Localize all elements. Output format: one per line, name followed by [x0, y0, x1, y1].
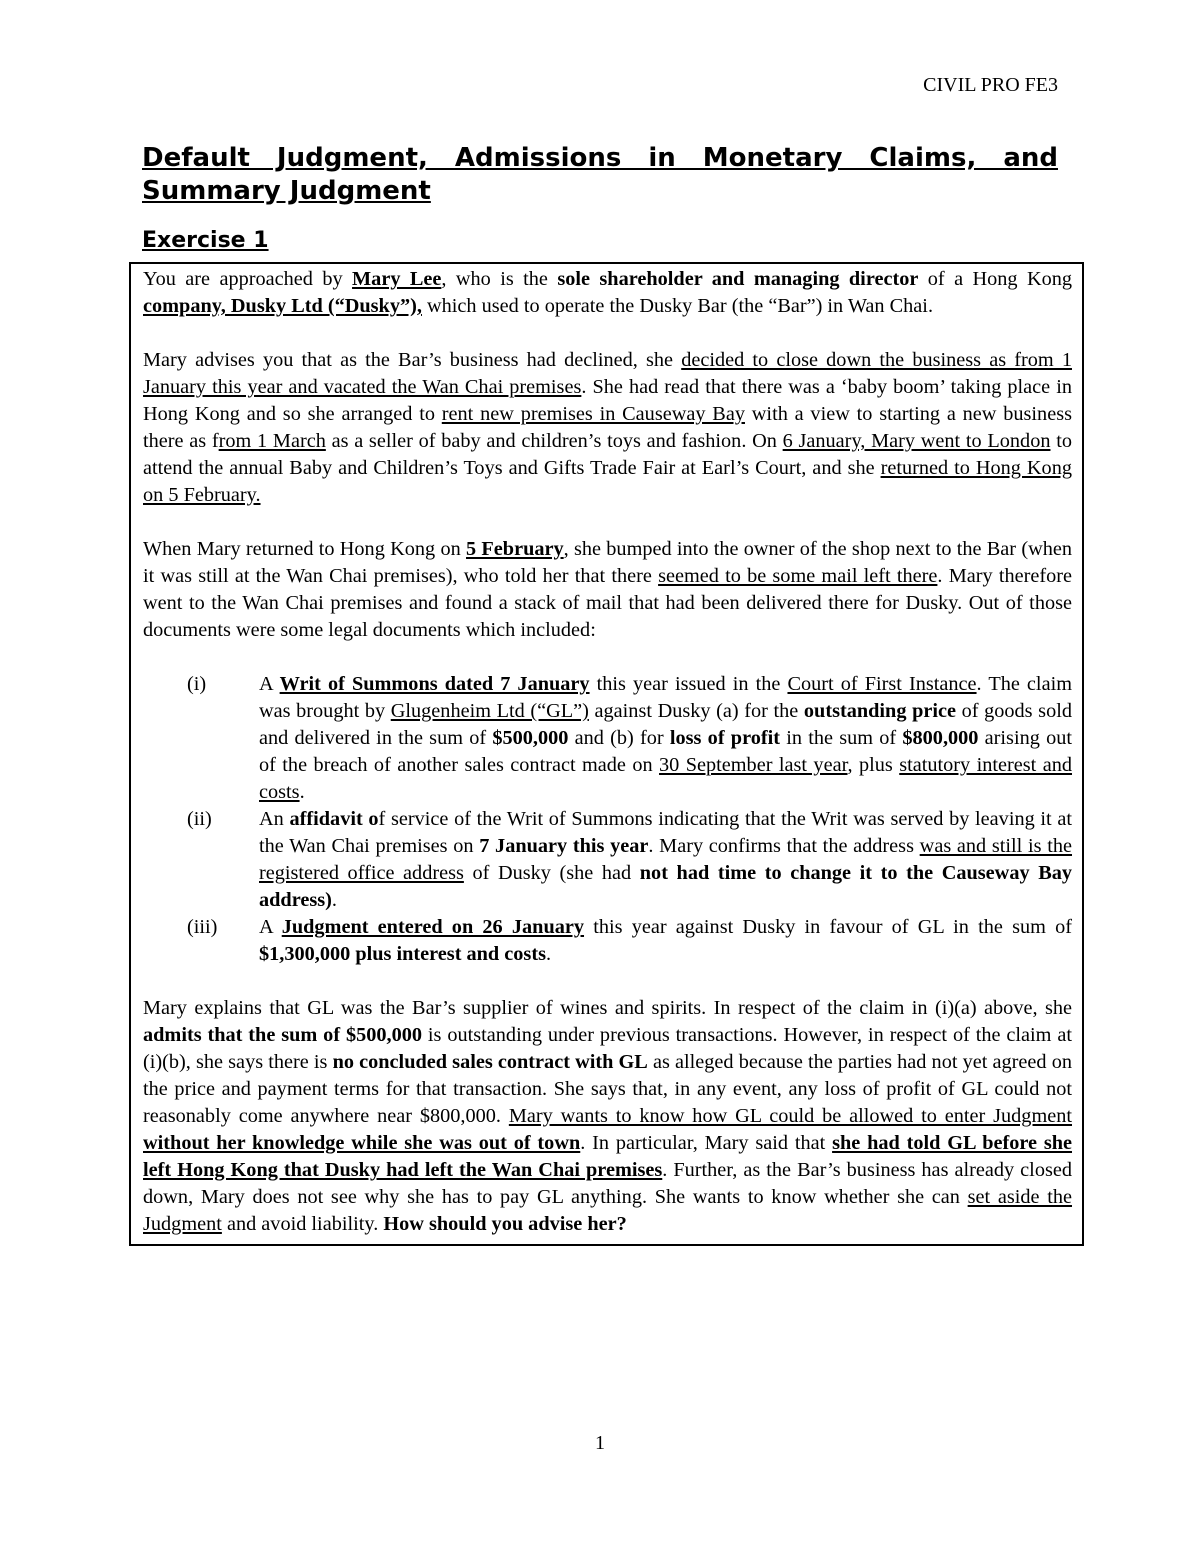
bold-text: 7 January this year [479, 835, 649, 857]
list-item [143, 671, 1072, 806]
text: and (b) for [568, 727, 670, 749]
text: , she bumped into the owner of the shop next to the Bar (when it was still at the Wan Chai premises), who told her that there [143, 538, 1073, 587]
text: in the sum of [780, 727, 903, 749]
text: , plus [847, 754, 900, 776]
list-item [143, 806, 1072, 914]
bold-text: no concluded sales contract with GL [332, 1051, 648, 1073]
text: . Mary confirms that the address [648, 835, 920, 857]
underlined-text: rent new premises in Causeway Bay [441, 403, 745, 425]
court-name: Court of First Instance [787, 673, 977, 695]
text: A [259, 673, 280, 695]
underlined-bold-text: she had told GL before she left Hong Kong that Dusky had left the Wan Chai premises [143, 1132, 1072, 1181]
text: A [259, 916, 282, 938]
paragraph-return [143, 536, 1072, 644]
text: . Further, as the Bar’s business has already closed down, Mary does not see why she has to pay GL anything. She wants to know whether she can [143, 1159, 1072, 1208]
text: Mary explains that GL was the Bar’s supplier of wines and spirits. In respect of the claim in (i)(a) above, she [143, 997, 1072, 1019]
text: . In particular, Mary said that [580, 1132, 833, 1154]
paragraph-explanation [143, 995, 1072, 1238]
paragraph-background [143, 347, 1072, 509]
underlined-text: 6 January, Mary went to London [782, 430, 1051, 452]
text: f service of the Writ of Summons indicating that the Writ was served by leaving it at the Wan Chai premises on [259, 808, 1073, 857]
text: . [299, 781, 305, 803]
amount: $500,000 [492, 727, 569, 749]
text: this year issued in the [589, 673, 788, 695]
underlined-text: seemed to be some mail left there [658, 565, 938, 587]
underlined-text: returned to Hong Kong on 5 February. [143, 457, 1072, 506]
bold-text: not had time to change it to the Causeway Bay address) [259, 862, 1073, 911]
client-name: Mary Lee [352, 268, 442, 290]
text: When Mary returned to Hong Kong on [143, 538, 466, 560]
plaintiff-name: Glugenheim Ltd (“GL”) [390, 700, 589, 722]
exercise-heading: Exercise 1 [142, 228, 269, 253]
text: is outstanding under previous transactions. However, in respect of the claim at (i)(b), she says there is [143, 1024, 1072, 1073]
underlined-text: decided to close down the business as from 1 January this year and vacated the Wan Chai premises [143, 349, 1072, 398]
text: of goods sold and delivered in the sum of [259, 700, 1072, 749]
list-item [143, 914, 1072, 968]
text: . She had read that there was a ‘baby boom’ taking place in Hong Kong and so she arranged to [143, 376, 1072, 425]
text: . The claim was brought by [259, 673, 1072, 722]
text: with a view to starting a new business there as f [143, 403, 1072, 452]
underlined-text: set aside the Judgment [143, 1186, 1072, 1235]
text: to attend the annual Baby and Children’s Toys and Gifts Trade Fair at Earl’s Court, and she [143, 430, 1072, 479]
text: against Dusky (a) for the [588, 700, 804, 722]
amount: $1,300,000 plus interest and costs [259, 943, 546, 965]
writ-highlight: Writ of Summons dated 7 January [279, 673, 590, 695]
bold-text: admits that the sum of $500,000 [143, 1024, 423, 1046]
exercise-box [129, 262, 1084, 1246]
legal-documents-list [143, 671, 1072, 968]
header-course-code: CIVIL PRO FE3 [923, 74, 1058, 96]
amount: $800,000 [902, 727, 979, 749]
list-item-number: (i) [187, 673, 207, 695]
text: . [545, 943, 552, 965]
list-item-text [259, 806, 1072, 914]
paragraph-intro [143, 266, 1072, 320]
list-item-number: (ii) [187, 808, 212, 830]
text: arising out of the breach of another sales contract made on [259, 727, 1072, 776]
judgment-highlight: Judgment entered on 26 January [281, 916, 585, 938]
list-item-number: (iii) [187, 916, 218, 938]
text: of Dusky (she had [463, 862, 640, 884]
date-highlight: 5 February [466, 538, 564, 560]
text: , who is the [441, 268, 558, 290]
text: You are approached by [143, 268, 353, 290]
text: this year against Dusky in favour of GL in the sum of [584, 916, 1072, 938]
page-number: 1 [595, 1432, 605, 1454]
question: How should you advise her? [383, 1213, 627, 1235]
underlined-text: was and still is the registered office address [259, 835, 1072, 884]
text: which used to operate the Dusky Bar (the “Bar”) in Wan Chai. [421, 295, 934, 317]
text: as a seller of baby and children’s toys and fashion. On [325, 430, 783, 452]
underlined-text: Mary wants to know how GL could be allowed to enter Judgment [508, 1105, 1072, 1127]
underlined-text: statutory interest and costs [259, 754, 1072, 803]
bold-text: affidavit o [289, 808, 379, 830]
bold-text: loss of profit [669, 727, 780, 749]
text: and avoid liability. [221, 1213, 384, 1235]
company-name: company, Dusky Ltd (“Dusky”), [143, 295, 422, 317]
underlined-text: rom 1 March [218, 430, 326, 452]
text: Mary advises you that as the Bar’s business had declined, she [143, 349, 682, 371]
bold-text: outstanding price [803, 700, 957, 722]
list-item-text [259, 671, 1072, 806]
text: An [259, 808, 290, 830]
text: . Mary therefore went to the Wan Chai premises and found a stack of mail that had been delivered there for Dusky. Out of those documents were some legal documents which included: [143, 565, 1073, 641]
text: as alleged because the parties had not yet agreed on the price and payment terms for that transaction. She says that, in any event, any loss of profit of GL could not reasonably come anywhere near $800,000. [143, 1051, 1072, 1127]
client-role: sole shareholder and managing director [557, 268, 919, 290]
underlined-bold-text: without her knowledge while she was out of town [143, 1132, 581, 1154]
underlined-text: 30 September last year [659, 754, 848, 776]
list-item-text [259, 914, 1072, 968]
text: . [331, 889, 337, 911]
text: of a Hong Kong [918, 268, 1073, 290]
document-title: Default Judgment, Admissions in Monetary Claims, and Summary Judgment [142, 143, 1058, 206]
